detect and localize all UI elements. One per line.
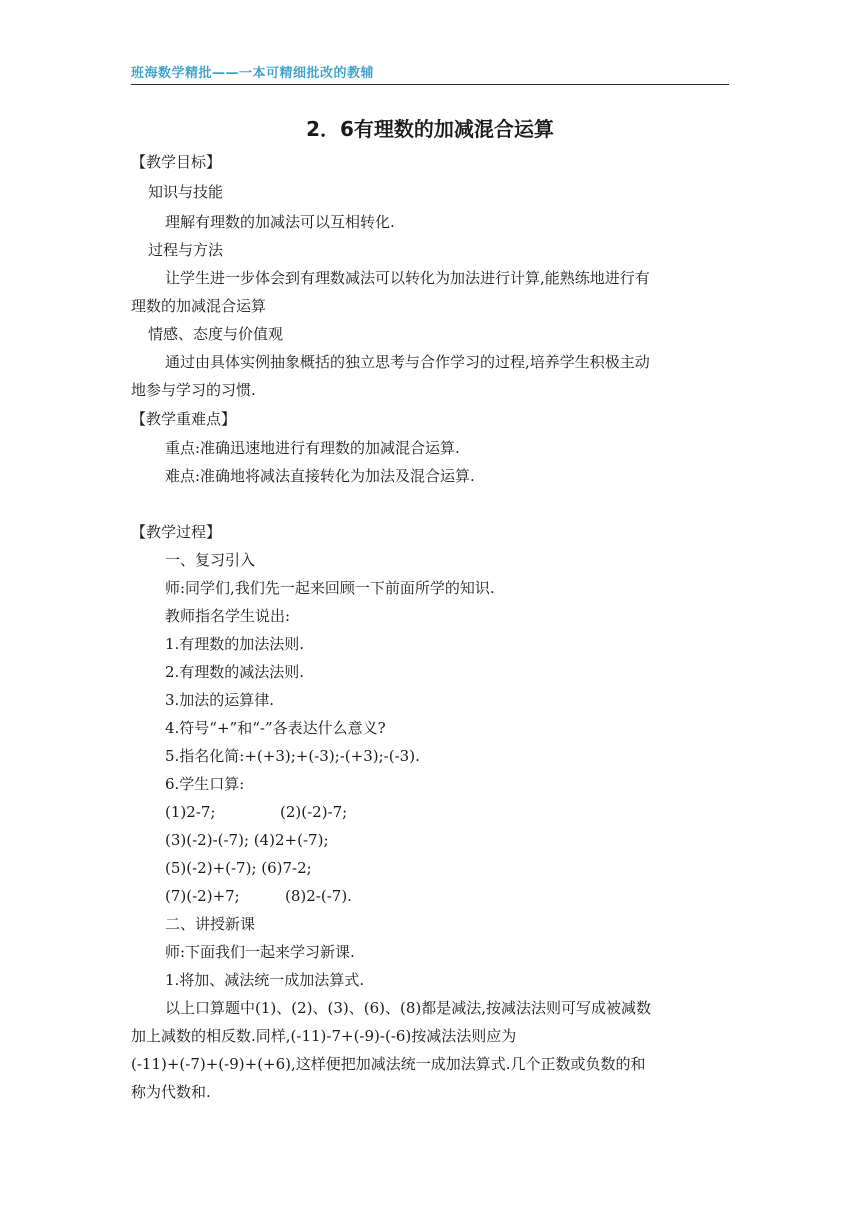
- list-item: 4.符号“+”和“-”各表达什么意义?: [165, 719, 386, 737]
- list-item: 2.有理数的减法法则.: [165, 663, 305, 681]
- exercise-item: (1)2-7;: [165, 803, 216, 821]
- paragraph-line: 教师指名学生说出:: [165, 607, 291, 625]
- section-heading-goals: 【教学目标】: [131, 153, 222, 171]
- exercise-item: (2)(-2)-7;: [280, 803, 348, 821]
- section-heading-keypoints: 【教学重难点】: [131, 410, 237, 428]
- subheading-knowledge: 知识与技能: [148, 183, 224, 201]
- list-item: 3.加法的运算律.: [165, 691, 275, 709]
- subheading-new-lesson: 二、讲授新课: [165, 915, 256, 933]
- paragraph-line: 加上减数的相反数.同样,(-11)-7+(-9)-(-6)按减法法则应为: [131, 1027, 517, 1045]
- subheading-attitude: 情感、态度与价值观: [148, 325, 284, 343]
- paragraph-line: 重点:准确迅速地进行有理数的加减混合运算.: [165, 439, 460, 457]
- list-item: 1.有理数的加法法则.: [165, 635, 305, 653]
- subheading-review: 一、复习引入: [165, 551, 256, 569]
- paragraph-line: 地参与学习的习惯.: [131, 381, 256, 399]
- paragraph-line: 以上口算题中(1)、(2)、(3)、(6)、(8)都是减法,按减法法则可写成被减数: [165, 999, 652, 1017]
- header-text: 班海数学精批——一本可精细批改的教辅: [131, 66, 375, 81]
- exercise-item: (8)2-(-7).: [285, 887, 352, 905]
- paragraph-line: 师:下面我们一起来学习新课.: [165, 943, 355, 961]
- paragraph-line: 难点:准确地将减法直接转化为加法及混合运算.: [165, 467, 475, 485]
- section-heading-process: 【教学过程】: [131, 523, 222, 541]
- exercise-item: (5)(-2)+(-7); (6)7-2;: [165, 859, 312, 877]
- subheading-process: 过程与方法: [148, 241, 224, 259]
- paragraph-line: 理解有理数的加减法可以互相转化.: [165, 213, 395, 231]
- paragraph-line: 理数的加减混合运算: [131, 297, 267, 315]
- paragraph-line: 让学生进一步体会到有理数减法可以转化为加法进行计算,能熟练地进行有: [165, 269, 650, 287]
- paragraph-line: 师:同学们,我们先一起来回顾一下前面所学的知识.: [165, 579, 495, 597]
- paragraph-line: 1.将加、减法统一成加法算式.: [165, 971, 365, 989]
- list-item: 5.指名化简:+(+3);+(-3);-(+3);-(-3).: [165, 747, 420, 765]
- exercise-item: (3)(-2)-(-7); (4)2+(-7);: [165, 831, 329, 849]
- exercise-item: (7)(-2)+7;: [165, 887, 240, 905]
- list-item: 6.学生口算:: [165, 775, 245, 793]
- paragraph-line: 称为代数和.: [131, 1083, 211, 1101]
- document-title: 2．6有理数的加减混合运算: [306, 117, 554, 141]
- paragraph-line: 通过由具体实例抽象概括的独立思考与合作学习的过程,培养学生积极主动: [165, 353, 650, 371]
- paragraph-line: (-11)+(-7)+(-9)+(+6),这样便把加减法统一成加法算式.几个正数或负数的和: [131, 1055, 646, 1073]
- page-header: [131, 60, 729, 85]
